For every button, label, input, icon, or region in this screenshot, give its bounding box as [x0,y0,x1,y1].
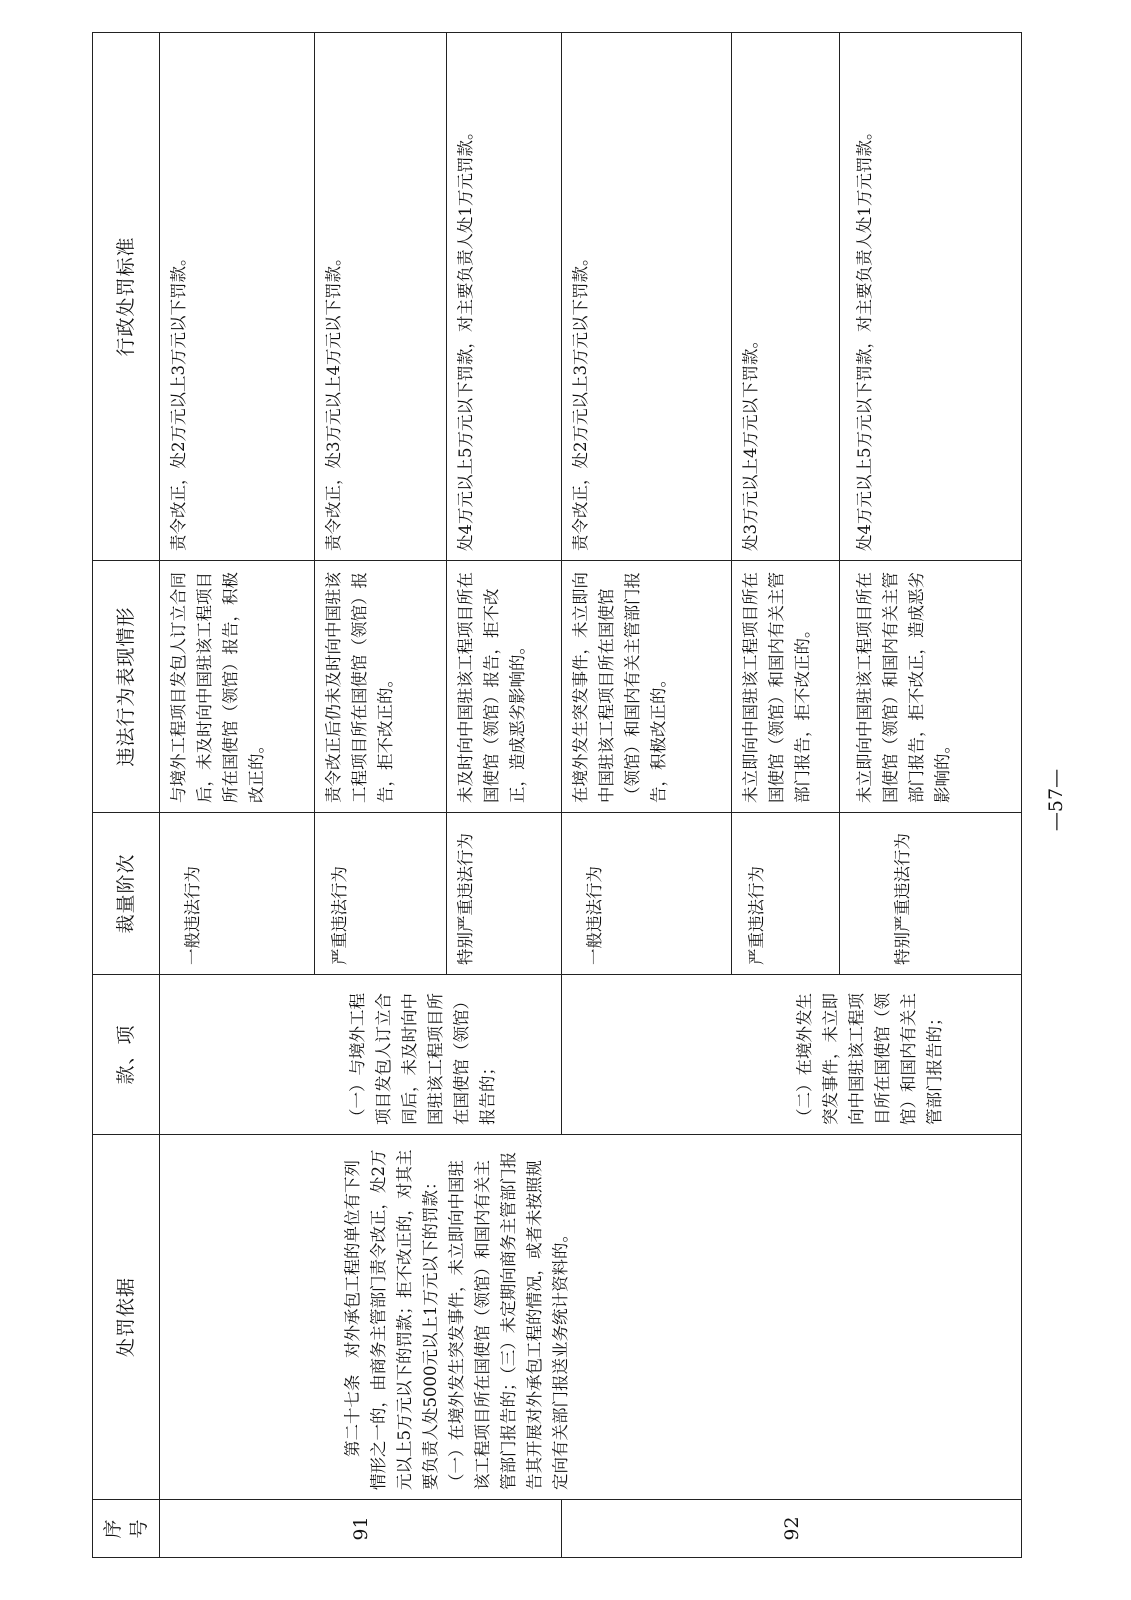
behavior-cell: 与境外工程项目发包人订立合同后，未及时向中国驻该工程项目所在国使馆（领馆）报告，积极改正的。 [160,561,315,813]
behavior-cell: 未及时向中国驻该工程项目所在国使馆（领馆）报告，拒不改正，造成恶劣影响的。 [446,561,561,813]
level-cell: 严重违法行为 [314,813,446,975]
header-item: 款、项 [93,975,160,1135]
level-cell: 特别严重违法行为 [446,813,561,975]
seq-cell: 92 [562,1500,1022,1558]
item-cell: （一）与境外工程项目发包人订立合同后，未及时向中国驻该工程项目所在国使馆（领馆）报告的； [160,975,562,1135]
seq-cell: 91 [160,1500,562,1558]
header-level: 裁量阶次 [93,813,160,975]
standard-cell: 责令改正，处2万元以上3万元以下罚款。 [160,33,315,561]
behavior-cell: 未立即向中国驻该工程项目所在国使馆（领馆）和国内有关主管部门报告，拒不改正的。 [732,561,840,813]
header-behavior: 违法行为表现情形 [93,561,160,813]
behavior-cell: 责令改正后仍未及时向中国驻该工程项目所在国使馆（领馆）报告，拒不改正的。 [314,561,446,813]
behavior-cell: 在境外发生突发事件，未立即向中国驻该工程项目所在国使馆（领馆）和国内有关主管部门报告，积极改正的。 [562,561,732,813]
standard-cell: 处4万元以上5万元以下罚款，对主要负责人处1万元罚款。 [840,33,1022,561]
behavior-cell: 未立即向中国驻该工程项目所在国使馆（领馆）和国内有关主管部门报告，拒不改正，造成恶劣影响的。 [840,561,1022,813]
table-row [160,33,315,1558]
header-seq: 序号 [93,1500,160,1558]
level-cell: 一般违法行为 [160,813,315,975]
header-basis: 处罚依据 [93,1135,160,1500]
level-cell: 一般违法行为 [562,813,732,975]
penalty-table [92,32,1022,1558]
item-cell: （二）在境外发生突发事件，未立即向中国驻该工程项目所在国使馆（领馆）和国内有关主管部门报告的； [562,975,1022,1135]
standard-cell: 责令改正，处3万元以上4万元以下罚款。 [314,33,446,561]
standard-cell: 处3万元以上4万元以下罚款。 [732,33,840,561]
standard-cell: 处4万元以上5万元以下罚款，对主要负责人处1万元罚款。 [446,33,561,561]
page-number: —57— [1045,768,1067,832]
header-row [93,33,160,1558]
level-cell: 特别严重违法行为 [840,813,1022,975]
basis-cell: 第二十七条 对外承包工程的单位有下列情形之一的，由商务主管部门责令改正，处2万元以上5万元以下的罚款；拒不改正的，对其主要负责人处5000元以上1万元以下的罚款：（一）在境外发生突发事件，未立即向中国驻该工程项目所在国使馆（领馆）和国内有关主管部门报告的；（三）未定期向商务主管部门报告其开展对外承包工程的情况，或者未按照规定向有关部门报送业务统计资料的。 [160,1135,1022,1500]
level-cell: 严重违法行为 [732,813,840,975]
header-standard: 行政处罚标准 [93,33,160,561]
standard-cell: 责令改正，处2万元以上3万元以下罚款。 [562,33,732,561]
